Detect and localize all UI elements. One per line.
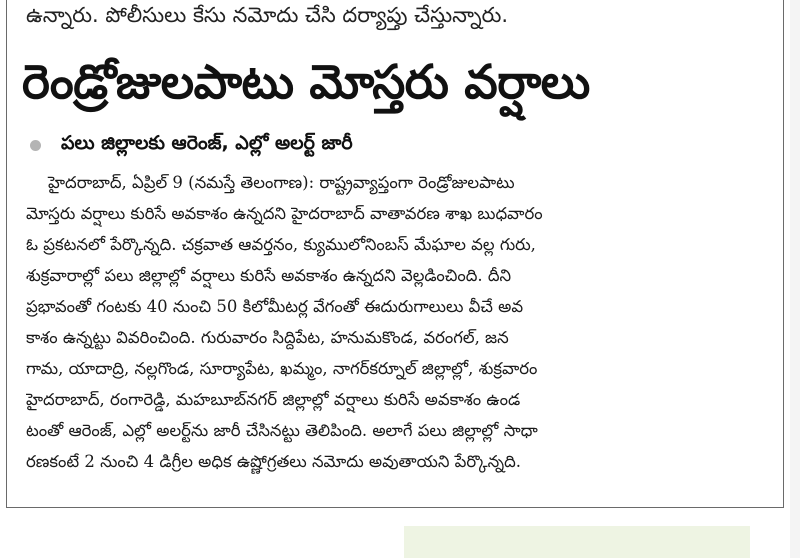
body-line: టంతో ఆరెంజ్, ఎల్లో అలర్ట్‌ను జారీ చేసినట్టు తెలిపింది. అలాగే పలు జిల్లాల్లో సాధా	[26, 421, 538, 440]
body-line: ప్రభావంతో గంటకు 40 నుంచి 50 కిలోమీటర్ల వేగంతో ఈదురుగాలులు వీచే అవ	[26, 297, 524, 316]
headline: రెండ్రోజులపాటు మోస్తరు వర్షాలు	[22, 55, 590, 110]
body-line: రణకంటే 2 నుంచి 4 డిగ్రీల అధిక ఉష్ణోగ్రతలు నమోదు అవుతాయని పేర్కొన్నది.	[26, 452, 521, 471]
body-line: కాశం ఉన్నట్టు వివరించింది. గురువారం సిద్దిపేట, హనుమకొండ, వరంగల్, జన	[26, 328, 509, 347]
body-line: హైదరాబాద్, రంగారెడ్డి, మహబూబ్‌నగర్ జిల్లాల్లో వర్షాలు కురిసే అవకాశం ఉండ	[26, 390, 521, 409]
body-line: శుక్రవారాల్లో పలు జిల్లాల్లో వర్షాలు కురిసే అవకాశం ఉన్నదని వెల్లడించింది. దీని	[26, 266, 512, 285]
subheadline-text: పలు జిల్లాలకు ఆరెంజ్, ఎల్లో అలర్ట్ జారీ	[61, 131, 353, 154]
body-line: మోస్తరు వర్షాలు కురిసే అవకాశం ఉన్నదని హైదరాబాద్ వాతావరణ శాఖ బుధవారం	[26, 204, 543, 223]
body-line: గామ, యాదాద్రి, నల్లగొండ, సూర్యాపేట, ఖమ్మం, నాగర్‌కర్నూల్ జిల్లాల్లో, శుక్రవారం	[26, 359, 538, 378]
article-body	[26, 167, 762, 477]
previous-article-text: ఉన్నారు. పోలీసులు కేసు నమోదు చేసి దర్యాప్తు చేస్తున్నారు.	[26, 3, 509, 27]
body-line: హైదరాబాద్, ఏప్రిల్ 9 (నమస్తే తెలంగాణ): రాష్ట్రవ్యాప్తంగా రెండ్రోజులపాటు	[48, 173, 515, 192]
adjacent-article-box	[404, 526, 750, 558]
body-line: ఓ ప్రకటనలో పేర్కొన్నది. చక్రవాత ఆవర్తనం, క్యుములోనింబస్ మేఘాల వల్ల గురు,	[26, 235, 536, 254]
adjacent-column-edge	[790, 0, 800, 558]
bullet-icon	[30, 140, 41, 151]
subheadline	[30, 130, 353, 160]
